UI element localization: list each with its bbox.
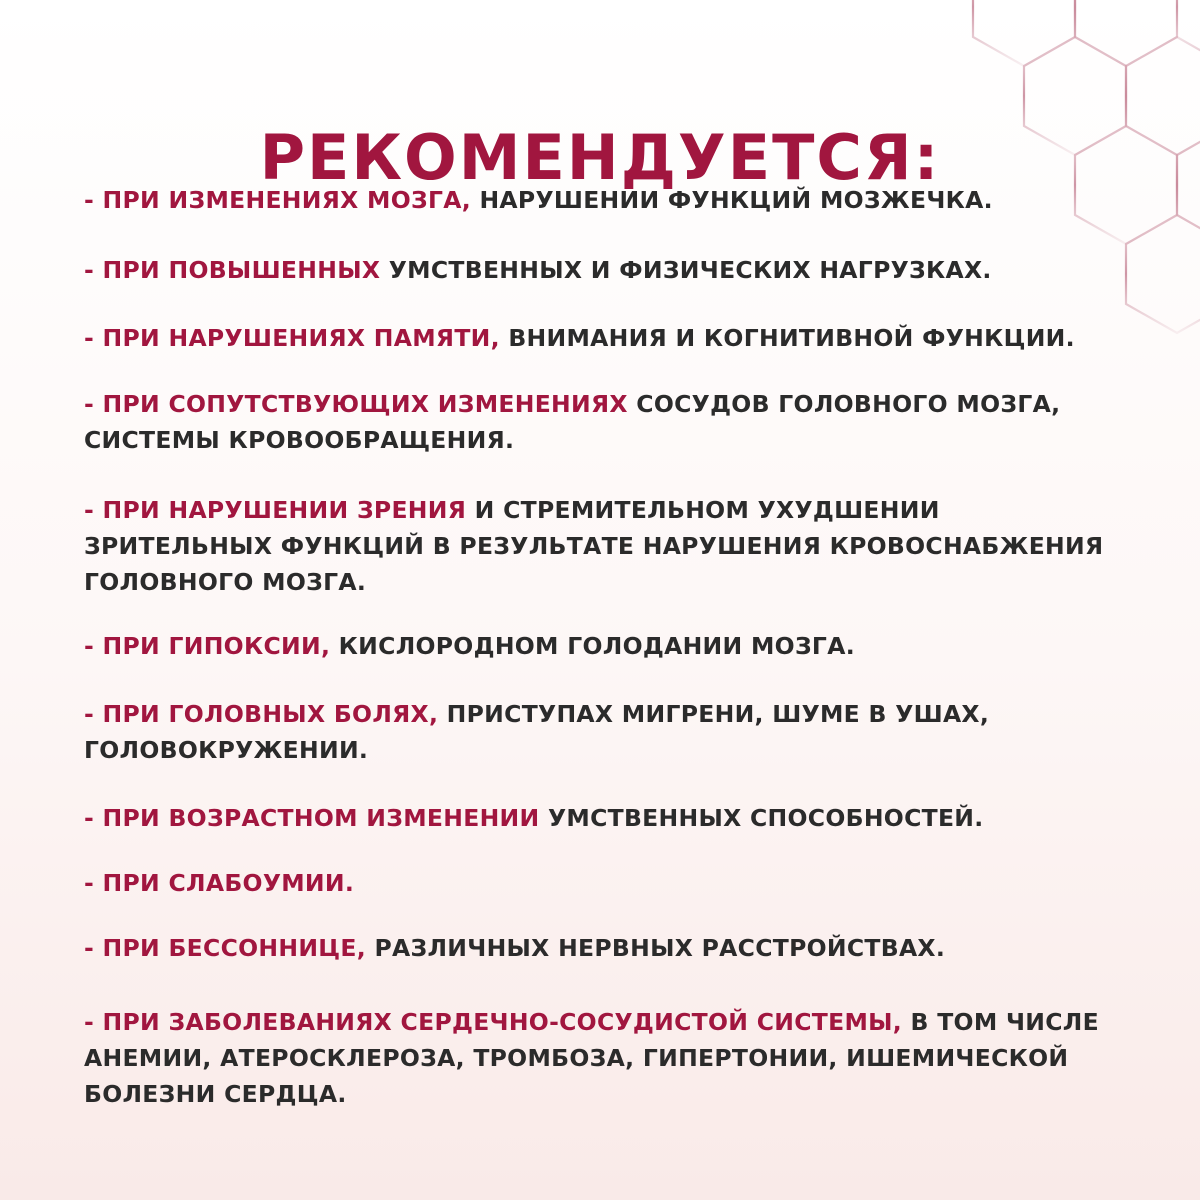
page-title: РЕКОМЕНДУЕТСЯ: [259, 120, 941, 194]
item-text: УМСТВЕННЫХ И ФИЗИЧЕСКИХ НАГРУЗКАХ. [380, 256, 992, 284]
item-highlight: - ПРИ СЛАБОУМИИ. [84, 869, 355, 897]
item-highlight: - ПРИ ГОЛОВНЫХ БОЛЯХ, [84, 700, 439, 728]
item-text: ГОЛОВНОГО МОЗГА. [84, 568, 367, 596]
hexagon-shape [1075, 0, 1177, 66]
item-text: КИСЛОРОДНОМ ГОЛОДАНИИ МОЗГА. [330, 632, 855, 660]
list-item [84, 320, 1134, 356]
item-highlight: - ПРИ СОПУТСТВУЮЩИХ ИЗМЕНЕНИЯХ [84, 390, 628, 418]
item-text: НАРУШЕНИИ ФУНКЦИЙ МОЗЖЕЧКА. [470, 186, 993, 214]
item-highlight: - ПРИ НАРУШЕНИЯХ ПАМЯТИ, [84, 324, 500, 352]
item-text: СИСТЕМЫ КРОВООБРАЩЕНИЯ. [84, 426, 515, 454]
item-text: ЗРИТЕЛЬНЫХ ФУНКЦИЙ В РЕЗУЛЬТАТЕ НАРУШЕНИЯ КРОВОСНАБЖЕНИЯ [84, 532, 1104, 560]
item-highlight: - ПРИ ИЗМЕНЕНИЯХ МОЗГА, [84, 186, 471, 214]
item-highlight: - ПРИ ПОВЫШЕННЫХ [84, 256, 381, 284]
item-text: ВНИМАНИЯ И КОГНИТИВНОЙ ФУНКЦИИ. [499, 324, 1075, 352]
item-text: СОСУДОВ ГОЛОВНОГО МОЗГА, [627, 390, 1061, 418]
item-highlight: - ПРИ НАРУШЕНИИ ЗРЕНИЯ [84, 496, 467, 524]
item-highlight: - ПРИ БЕССОННИЦЕ, [84, 934, 366, 962]
item-highlight: - ПРИ ГИПОКСИИ, [84, 632, 331, 660]
list-item [84, 930, 1134, 966]
item-highlight: - ПРИ ВОЗРАСТНОМ ИЗМЕНЕНИИ [84, 804, 540, 832]
item-highlight: - ПРИ ЗАБОЛЕВАНИЯХ СЕРДЕЧНО-СОСУДИСТОЙ СИСТЕМЫ, [84, 1008, 903, 1036]
item-text: УМСТВЕННЫХ СПОСОБНОСТЕЙ. [539, 804, 984, 832]
list-item [84, 865, 1134, 901]
item-text: ГОЛОВОКРУЖЕНИИ. [84, 736, 369, 764]
list-item [84, 386, 1134, 458]
item-text: АНЕМИИ, АТЕРОСКЛЕРОЗА, ТРОМБОЗА, ГИПЕРТОНИИ, ИШЕМИЧЕСКОЙ [84, 1044, 1069, 1072]
list-item [84, 182, 1134, 218]
item-text: И СТРЕМИТЕЛЬНОМ УХУДШЕНИИ [466, 496, 940, 524]
list-item [84, 628, 1134, 664]
list-item [84, 696, 1134, 768]
item-text: ПРИСТУПАХ МИГРЕНИ, ШУМЕ В УШАХ, [438, 700, 990, 728]
item-text: БОЛЕЗНИ СЕРДЦА. [84, 1080, 347, 1108]
list-item [84, 800, 1134, 836]
hexagon-shape [973, 0, 1075, 66]
list-item [84, 252, 1134, 288]
item-text: РАЗЛИЧНЫХ НЕРВНЫХ РАССТРОЙСТВАХ. [366, 934, 946, 962]
hexagon-shape [1126, 215, 1200, 333]
list-item [84, 492, 1134, 600]
item-text: В ТОМ ЧИСЛЕ [902, 1008, 1099, 1036]
list-item [84, 1004, 1134, 1112]
